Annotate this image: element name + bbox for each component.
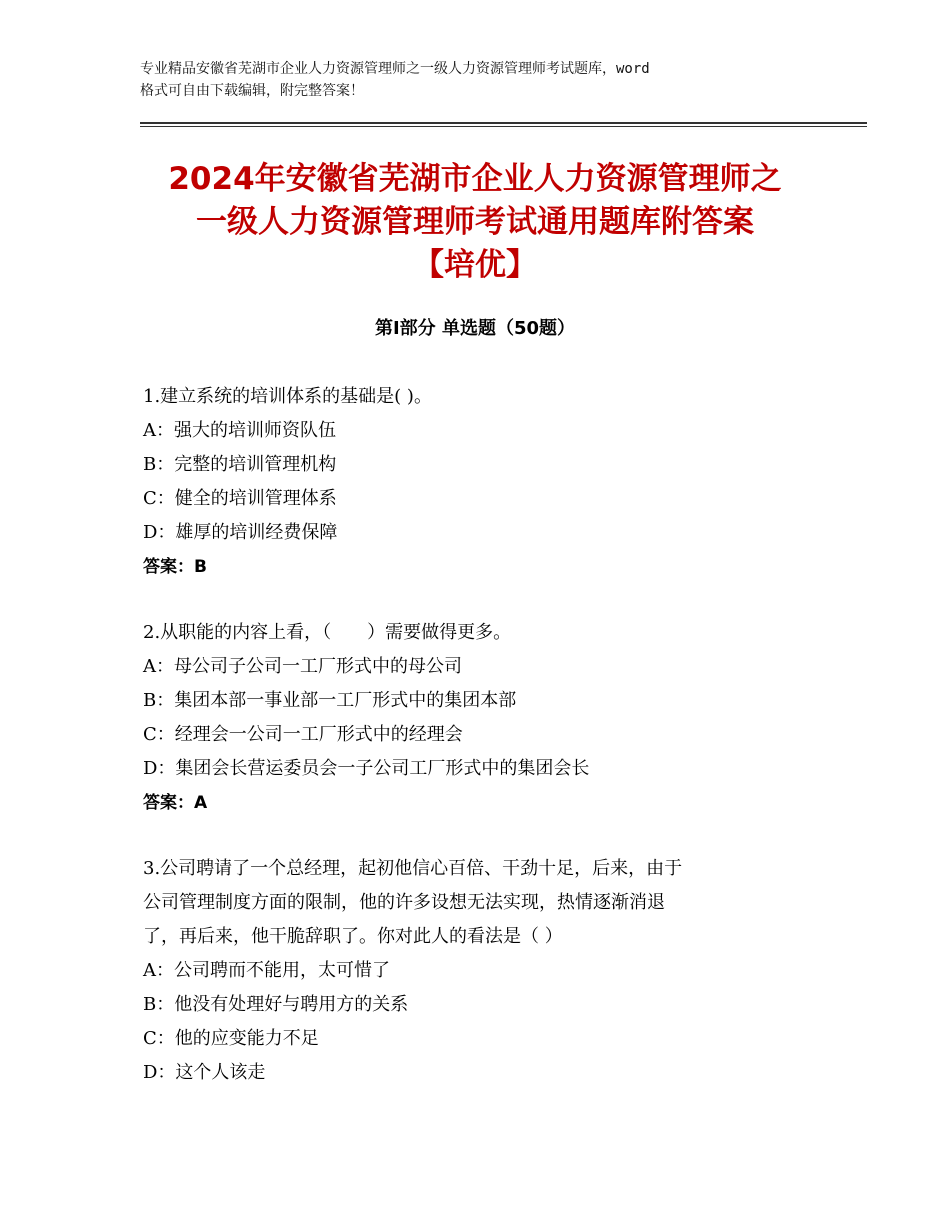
question-stem-line: 公司管理制度方面的限制，他的许多设想无法实现，热情逐渐消退 [143, 892, 665, 913]
option-b: B：完整的培训管理机构 [143, 454, 337, 475]
header-note [140, 58, 830, 102]
option-a: A：母公司子公司一工厂形式中的母公司 [143, 656, 462, 677]
question-stem-line: 了，再后来，他干脆辞职了。你对此人的看法是（ ） [143, 926, 563, 947]
header-note-line: 格式可自由下载编辑，附完整答案！ [140, 83, 364, 99]
question-stem-line: 2.从职能的内容上看，（ ）需要做得更多。 [143, 622, 512, 643]
title-line: 一级人力资源管理师考试通用题库附答案 [196, 204, 754, 240]
option-c: C：健全的培训管理体系 [143, 488, 337, 509]
question-2 [143, 616, 823, 820]
option-d: D：这个人该走 [143, 1062, 266, 1083]
question-stem-line: 1.建立系统的培训体系的基础是( )。 [143, 386, 432, 407]
option-b: B：他没有处理好与聘用方的关系 [143, 994, 409, 1015]
question-3 [143, 852, 823, 1090]
option-c: C：经理会一公司一工厂形式中的经理会 [143, 724, 463, 745]
header-divider-thin [140, 126, 867, 127]
option-d: D：雄厚的培训经费保障 [143, 522, 338, 543]
option-a: A：强大的培训师资队伍 [143, 420, 336, 441]
title-line: 2024年安徽省芜湖市企业人力资源管理师之 [168, 161, 782, 197]
answer-line: 答案：B [143, 557, 207, 577]
answer-line: 答案：A [143, 793, 208, 813]
question-stem [143, 616, 823, 650]
section-heading: 第Ⅰ部分 单选题（50题） [374, 318, 575, 339]
question-1 [143, 380, 823, 584]
document-title [100, 158, 850, 287]
question-stem-line: 3.公司聘请了一个总经理，起初他信心百倍、干劲十足，后来，由于 [143, 858, 683, 879]
option-d: D：集团会长营运委员会一子公司工厂形式中的集团会长 [143, 758, 590, 779]
question-list [143, 380, 823, 1122]
option-a: A：公司聘而不能用，太可惜了 [143, 960, 390, 981]
question-stem [143, 852, 823, 954]
header-note-line: 专业精品安徽省芜湖市企业人力资源管理师之一级人力资源管理师考试题库，word [140, 61, 650, 77]
question-stem [143, 380, 823, 414]
option-c: C：他的应变能力不足 [143, 1028, 319, 1049]
title-line: 【培优】 [413, 247, 537, 283]
header-divider-thick [140, 122, 867, 124]
option-b: B：集团本部一事业部一工厂形式中的集团本部 [143, 690, 517, 711]
